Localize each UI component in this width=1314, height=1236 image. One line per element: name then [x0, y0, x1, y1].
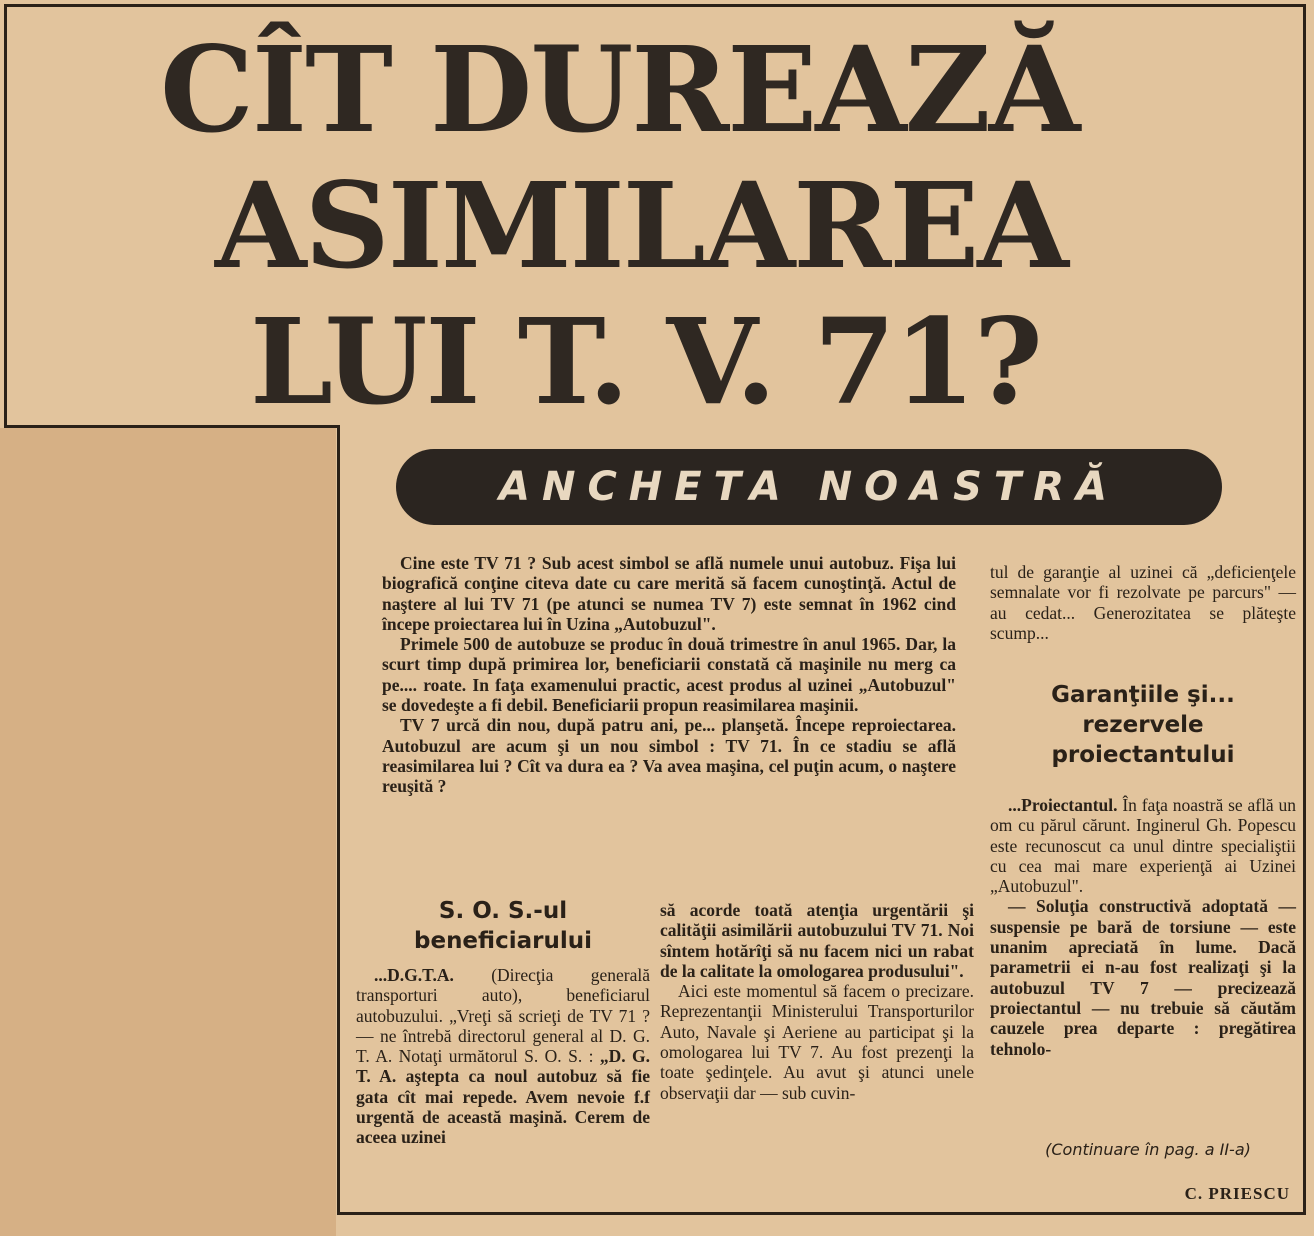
paragraph: — Soluţia constructivă adoptată — suspensie pe bară de torsiune — este unanim apreciată în lume. Dacă parametrii ei n-au fost realizaţi şi la autobuzul TV 7 — precizează proiectantul — nu trebuie să căutăm cauzele prea departe : pregătirea tehnolo-	[990, 896, 1296, 1059]
clipping-background	[0, 428, 336, 1236]
frame-rule	[337, 425, 340, 1215]
subheading	[990, 680, 1296, 770]
headline-line: LUI T. V. 71?	[250, 292, 1041, 431]
lead-bold: ...D.G.T.A.	[374, 965, 454, 985]
intro-text	[382, 553, 956, 797]
subheading-line: rezervele	[1082, 712, 1204, 738]
lead-text: (Direcţia generală transporturi auto), beneficiarul autobuzului. „Vreţi să scrieţi de TV 71 ? — ne întrebă directorul general al D. G. T. A. Notaţi următorul S. O. S. :	[356, 965, 650, 1067]
paragraph: Primele 500 de autobuze se produc în două trimestre în anul 1965. Dar, la scurt timp după primirea lor, beneficiarii constată că maşinile nu merg ca pe.... roate. In faţa examenului practic, acest produs al uzinei „Autobuzul" se dovedeşte a fi debil. Beneficiarii propun reasimilarea maşinii.	[382, 634, 956, 716]
paragraph: Cine este TV 71 ? Sub acest simbol se află numele unui autobuz. Fişa lui biografică conţine citeva date cu care merită să facem cunoştinţă. Actul de naştere al lui TV 71 (pe atunci se numea TV 7) este semnat în 1962 cind începe proiectarea lui în Uzina „Autobuzul".	[382, 553, 956, 634]
column-1	[356, 965, 650, 1148]
lead-bold: ...Proiectantul.	[1008, 795, 1118, 815]
subheading-line: Garanţiile şi...	[1051, 682, 1235, 708]
subheading-line: beneficiarului	[414, 928, 592, 954]
subheading	[356, 896, 650, 956]
paragraph: să acorde toată atenţia urgentării şi calităţii asimilării autobuzului TV 71. Noi sîntem hotărîţi să nu facem nici un rabat de la calitate la omologarea produsului".	[660, 900, 974, 981]
column-2	[660, 900, 974, 1103]
section-banner	[396, 449, 1222, 525]
frame-rule	[1303, 4, 1306, 1215]
column-3	[990, 562, 1296, 643]
lead-text: În faţa noastră se află un om cu părul cărunt. Inginerul Gh. Popescu este recunoscut ca unul dintre specialiştii cu cea mai mare experienţă ai Uzinei „Autobuzul".	[990, 795, 1296, 897]
subheading-line: S. O. S.-ul	[438, 898, 568, 924]
author-signature: C. PRIESCU	[1184, 1184, 1290, 1203]
column-3-body	[990, 795, 1296, 1059]
paragraph: tul de garanţie al uzinei că „deficienţele semnalate vor fi rezolvate pe parcurs" — au cedat... Generozitatea se plăteşte scump...	[990, 562, 1296, 643]
banner-label: ANCHETA NOASTRĂ	[499, 464, 1119, 510]
quote-bold: „D. G. T. A. aştepta ca noul autobuz să fie gata cît mai repede. Avem nevoie f.f urgentă de această maşină. Cerem de aceea uzinei	[356, 1046, 651, 1148]
paragraph: Aici este momentul să facem o precizare. Reprezentanţii Ministerului Transporturilor Auto, Navale şi Aeriene au participat şi la omologarea lui TV 7. Au fost prezenţi la toate şedinţele. Au avut şi atunci unele observaţii dar — sub cuvin-	[660, 981, 974, 1103]
continuation-note: (Continuare în pag. a II-a)	[1045, 1140, 1251, 1159]
paragraph: TV 7 urcă din nou, după patru ani, pe... planşetă. Începe reproiectarea. Autobuzul are acum şi un nou simbol : TV 71. În ce stadiu se află reasimilarea lui ? Cît va dura ea ? Va avea maşina, cel puţin acum, o naştere reuşită ?	[382, 715, 956, 797]
paragraph	[990, 795, 1296, 896]
subheading-line: proiectantului	[1051, 742, 1235, 768]
headline-line: CÎT DUREAZĂ	[160, 20, 1079, 159]
paragraph	[356, 965, 650, 1148]
headline-line: ASIMILAREA	[215, 156, 1067, 295]
frame-rule	[337, 1212, 1306, 1215]
headline	[40, 22, 1280, 430]
